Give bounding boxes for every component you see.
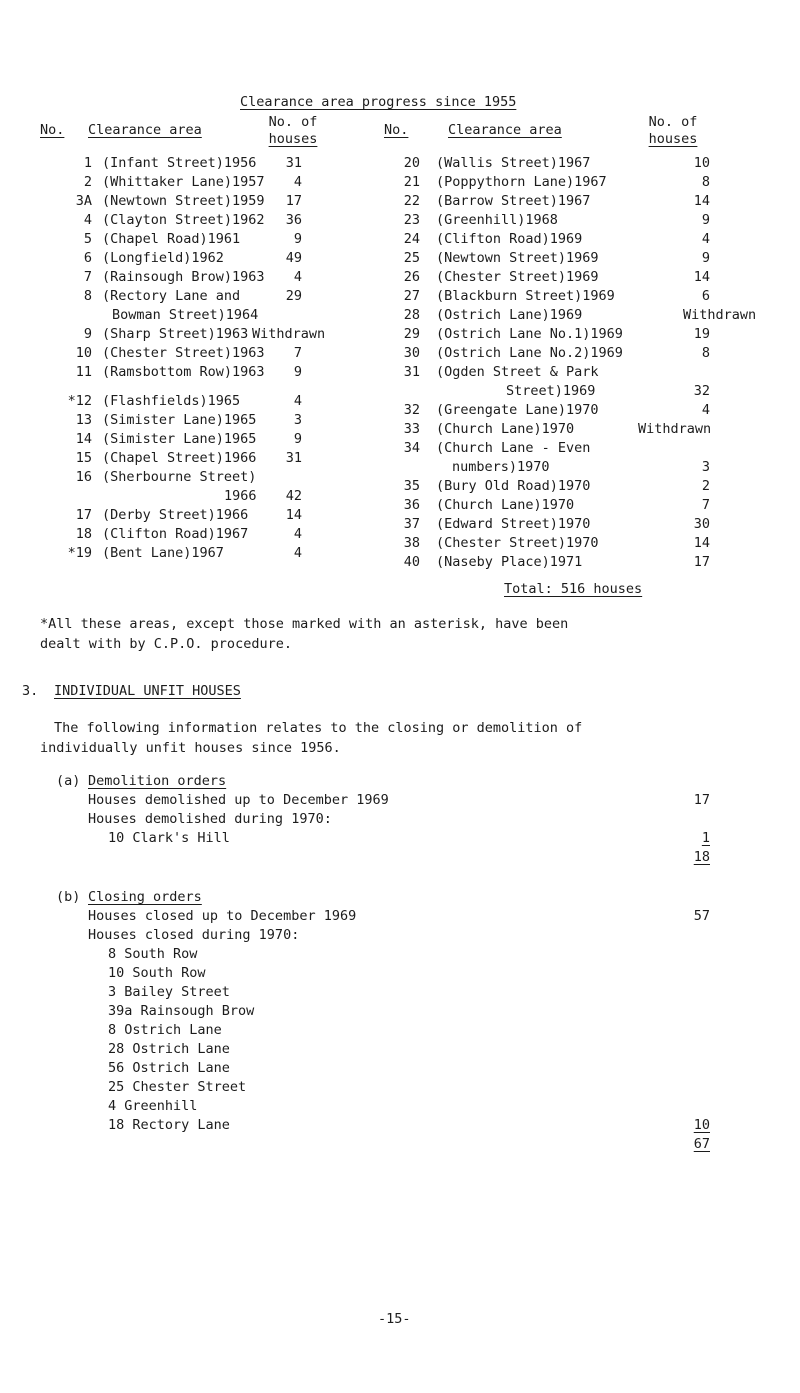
row-no: 32 [403, 402, 420, 418]
row-houses: 4 [293, 545, 302, 561]
section-intro-line-2: individually unfit houses since 1956. [40, 740, 341, 756]
header-no-left: No. [40, 122, 65, 138]
row-houses: 29 [285, 288, 302, 304]
row-houses: 32 [693, 383, 710, 399]
row-no: 16 [75, 469, 92, 485]
row-no: 27 [403, 288, 420, 304]
row-area-continued: Bowman Street)1964 [112, 307, 259, 323]
row-area: (Poppythorn Lane)1967 [436, 174, 607, 190]
footnote-line-2: dealt with by C.P.O. procedure. [40, 636, 292, 652]
row-area: (Church Lane)1970 [436, 497, 575, 513]
row-no: 20 [403, 155, 420, 171]
row-no: 21 [403, 174, 420, 190]
row-no: 2 [83, 174, 92, 190]
row-houses: 14 [285, 507, 302, 523]
row-houses: 3 [293, 412, 302, 428]
row-no: 6 [83, 250, 92, 266]
row-houses: 14 [693, 193, 710, 209]
row-area: (Sherbourne Street) [102, 469, 257, 485]
row-houses: 4 [293, 174, 302, 190]
row-area: (Blackburn Street)1969 [436, 288, 615, 304]
header-clearance-area-left: Clearance area [88, 122, 202, 138]
row-houses: 4 [293, 526, 302, 542]
row-area: (Wallis Street)1967 [436, 155, 591, 171]
row-no: 30 [403, 345, 420, 361]
row-area: (Rectory Lane and [102, 288, 241, 304]
closed-item: 10 South Row [108, 965, 206, 981]
subsection-a-label: (a) [56, 773, 81, 789]
row-no: 14 [75, 431, 92, 447]
row-no: 22 [403, 193, 420, 209]
row-houses: Withdrawn [252, 326, 326, 342]
closed-1970-value: 10 [693, 1117, 710, 1133]
closed-to-1969-value: 57 [693, 908, 710, 924]
row-houses: 9 [293, 364, 302, 380]
row-no: 5 [83, 231, 92, 247]
row-area: (Newtown Street)1959 [102, 193, 265, 209]
row-no: 13 [75, 412, 92, 428]
row-no: 26 [403, 269, 420, 285]
row-area: (Clifton Road)1969 [436, 231, 583, 247]
row-area: (Bent Lane)1967 [102, 545, 224, 561]
row-area: (Flashfields)1965 [102, 393, 241, 409]
section-intro-line-1: The following information relates to the closing or demolition of [54, 720, 583, 736]
closed-item: 56 Ostrich Lane [108, 1060, 230, 1076]
header-no-right: No. [384, 122, 409, 138]
header-houses-left-line2: houses [268, 131, 318, 147]
row-houses: 8 [701, 174, 710, 190]
row-houses: 9 [293, 231, 302, 247]
demolition-total: 18 [693, 849, 710, 865]
row-no: *19 [67, 545, 92, 561]
row-houses: 7 [293, 345, 302, 361]
footnote-line-1: *All these areas, except those marked with an asterisk, have been [40, 616, 569, 632]
row-houses: 4 [293, 269, 302, 285]
row-no: 18 [75, 526, 92, 542]
row-no: 17 [75, 507, 92, 523]
row-area: (Naseby Place)1971 [436, 554, 583, 570]
demolished-to-1969-value: 17 [693, 792, 710, 808]
demolished-1970-value: 1 [701, 830, 710, 846]
subsection-b-label: (b) [56, 889, 81, 905]
row-area: (Barrow Street)1967 [436, 193, 591, 209]
row-houses: 7 [701, 497, 710, 513]
demolished-to-1969-label: Houses demolished up to December 1969 [88, 792, 389, 808]
row-houses: 10 [693, 155, 710, 171]
row-area: (Ogden Street & Park [436, 364, 599, 380]
closed-item: 28 Ostrich Lane [108, 1041, 230, 1057]
row-area: (Church Lane)1970 [436, 421, 575, 437]
row-area: (Chapel Road)1961 [102, 231, 241, 247]
header-houses-left-line1: No. of [268, 114, 318, 130]
row-area-continued: Street)1969 [506, 383, 596, 399]
row-no: 40 [403, 554, 420, 570]
row-houses: 49 [285, 250, 302, 266]
closed-item: 8 Ostrich Lane [108, 1022, 222, 1038]
closed-item: 4 Greenhill [108, 1098, 198, 1114]
row-houses: 14 [693, 535, 710, 551]
row-area: (Greengate Lane)1970 [436, 402, 599, 418]
row-no: 7 [83, 269, 92, 285]
closed-item: 8 South Row [108, 946, 198, 962]
header-houses-right-line2: houses [648, 131, 698, 147]
row-no: 29 [403, 326, 420, 342]
row-houses: 2 [701, 478, 710, 494]
row-houses: 42 [285, 488, 302, 504]
row-area: (Ostrich Lane No.1)1969 [436, 326, 623, 342]
row-houses: 17 [693, 554, 710, 570]
row-no: 15 [75, 450, 92, 466]
header-houses-right-line1: No. of [648, 114, 698, 130]
page-title: Clearance area progress since 1955 [240, 94, 517, 110]
row-no: 8 [83, 288, 92, 304]
row-houses: 6 [701, 288, 710, 304]
row-houses: 9 [701, 212, 710, 228]
closed-to-1969-label: Houses closed up to December 1969 [88, 908, 357, 924]
row-no: *12 [67, 393, 92, 409]
row-area-continued: numbers)1970 [452, 459, 550, 475]
row-houses: 9 [701, 250, 710, 266]
row-area: (Chapel Street)1966 [102, 450, 257, 466]
row-no: 1 [83, 155, 92, 171]
row-no: 34 [403, 440, 420, 456]
row-no: 10 [75, 345, 92, 361]
row-no: 25 [403, 250, 420, 266]
row-area: (Derby Street)1966 [102, 507, 249, 523]
subsection-a-heading: Demolition orders [88, 773, 227, 789]
row-houses: 4 [701, 231, 710, 247]
row-houses: 8 [701, 345, 710, 361]
row-no: 31 [403, 364, 420, 380]
closed-item: 39a Rainsough Brow [108, 1003, 255, 1019]
row-no: 23 [403, 212, 420, 228]
row-area: (Chester Street)1963 [102, 345, 265, 361]
page-number: -15- [378, 1311, 411, 1327]
row-area: (Rainsough Brow)1963 [102, 269, 265, 285]
header-clearance-area-right: Clearance area [448, 122, 562, 138]
row-no: 33 [403, 421, 420, 437]
row-houses: 30 [693, 516, 710, 532]
row-no: 35 [403, 478, 420, 494]
closed-item: 3 Bailey Street [108, 984, 230, 1000]
closed-1970-label: Houses closed during 1970: [88, 927, 300, 943]
row-area: (Chester Street)1970 [436, 535, 599, 551]
row-area: (Clifton Road)1967 [102, 526, 249, 542]
section-number: 3. [22, 683, 39, 699]
row-area: (Bury Old Road)1970 [436, 478, 591, 494]
row-area: (Greenhill)1968 [436, 212, 558, 228]
row-no: 36 [403, 497, 420, 513]
row-area: (Ostrich Lane No.2)1969 [436, 345, 623, 361]
row-area: (Simister Lane)1965 [102, 412, 257, 428]
row-no: 9 [83, 326, 92, 342]
row-area: (Clayton Street)1962 [102, 212, 265, 228]
row-no: 11 [75, 364, 92, 380]
row-houses: 9 [293, 431, 302, 447]
row-houses: Withdrawn [638, 421, 712, 437]
row-no: 3A [75, 193, 92, 209]
row-houses: 3 [701, 459, 710, 475]
row-area: (Edward Street)1970 [436, 516, 591, 532]
row-houses: 31 [285, 155, 302, 171]
row-area: (Simister Lane)1965 [102, 431, 257, 447]
row-houses: 19 [693, 326, 710, 342]
closed-item: 25 Chester Street [108, 1079, 247, 1095]
row-houses: 36 [285, 212, 302, 228]
row-houses: 4 [701, 402, 710, 418]
row-houses: 4 [293, 393, 302, 409]
row-area-continued: 1966 [224, 488, 257, 504]
closed-item: 18 Rectory Lane [108, 1117, 230, 1133]
row-area: (Ostrich Lane)1969 [436, 307, 583, 323]
row-no: 24 [403, 231, 420, 247]
row-area: (Longfield)1962 [102, 250, 224, 266]
row-area: (Church Lane - Even [436, 440, 591, 456]
row-area: (Newtown Street)1969 [436, 250, 599, 266]
row-area: (Infant Street)1956 [102, 155, 257, 171]
row-area: (Chester Street)1969 [436, 269, 599, 285]
row-no: 28 [403, 307, 420, 323]
row-houses: 17 [285, 193, 302, 209]
row-houses: Withdrawn [683, 307, 757, 323]
section-heading: INDIVIDUAL UNFIT HOUSES [54, 683, 241, 699]
row-no: 4 [83, 212, 92, 228]
row-area: (Sharp Street)1963 [102, 326, 249, 342]
row-houses: 14 [693, 269, 710, 285]
demolished-1970-label: Houses demolished during 1970: [88, 811, 332, 827]
row-area: (Ramsbottom Row)1963 [102, 364, 265, 380]
row-no: 37 [403, 516, 420, 532]
row-houses: 31 [285, 450, 302, 466]
row-area: (Whittaker Lane)1957 [102, 174, 265, 190]
demolished-item: 10 Clark's Hill [108, 830, 230, 846]
row-no: 38 [403, 535, 420, 551]
subsection-b-heading: Closing orders [88, 889, 202, 905]
table-total: Total: 516 houses [504, 581, 643, 597]
closing-total: 67 [693, 1136, 710, 1152]
